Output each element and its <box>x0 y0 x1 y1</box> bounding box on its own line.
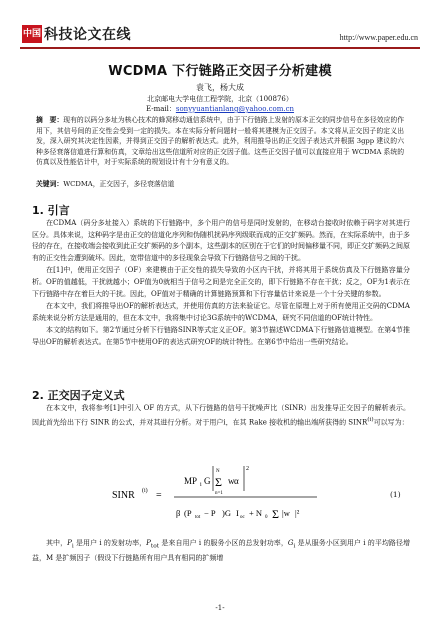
section-definition-body <box>32 403 410 429</box>
eq-den-beta: β <box>176 508 181 518</box>
eq-num-sub: i <box>200 482 202 488</box>
paper-authors: 袁飞，杨大成 <box>196 83 244 92</box>
page-number: -1- <box>215 604 225 612</box>
page-header <box>0 0 440 52</box>
definition-paragraph-2: 其中，$P_i$ 是用户 i 的发射功率，$P_{tot}$ 是来自用户 i 的服务小区的总发射功率，$G_i$ 是从服务小区到用户 i 的平均路径增益，M 是扩频因子（假设下行链路所有用户具有相同的扩频增 <box>32 539 410 562</box>
section-heading-definition: 2. 正交因子定义式 <box>32 389 125 402</box>
p2-c: 是从服务小区到用户 i 的平均路径增益，M 是扩频因子（假设下行链路所有用户具有相同的扩频增 <box>32 539 410 562</box>
definition-paragraph-1 <box>32 403 410 429</box>
definition-text-tail: 可以写为： <box>373 417 409 426</box>
eq-den-sq: |² <box>295 508 300 518</box>
keywords <box>36 178 404 188</box>
eq-den-oc: oc <box>240 515 245 520</box>
eq-den-w: |w <box>282 508 290 518</box>
email-label: E-mail： <box>145 105 176 113</box>
keywords-label: 关键词： <box>36 180 64 188</box>
equation-number: (1) <box>390 490 401 499</box>
paper-title: WCDMA 下行链路正交因子分析建模 <box>108 64 332 79</box>
intro-paragraph-3: 在本文中，我们将推导出OF的解析表达式，并使用仿真的方法来验证它。尽管在原理上对于所有使用正交码的CDMA系统来说分析方法是通用的，但在本文中，我将集中讨论3G系统中的WCDMA，研究不同信道的OF统计特性。 <box>32 302 410 322</box>
eq-sum-upper: N <box>216 469 220 474</box>
logo-mark-icon: 中国 <box>22 25 42 43</box>
p2-start: 其中， <box>46 539 68 547</box>
site-url[interactable]: http://www.paper.edu.cn <box>339 33 418 42</box>
keywords-text: WCDMA，正交因子，多径衰落信道 <box>63 180 175 188</box>
eq-den-p: (P <box>184 508 192 518</box>
sinr-equation <box>112 458 332 533</box>
eq-den-zero: 0 <box>265 515 268 520</box>
eq-num-coef: MP <box>184 476 198 486</box>
eq-lhs-sup: (i) <box>142 488 148 494</box>
eq-num-sq: 2 <box>246 466 249 472</box>
eq-den-n0: + N <box>249 508 263 518</box>
p2-a: 是用户 i 的发射功率， <box>76 539 147 547</box>
abstract-label: 摘 要： <box>36 116 64 124</box>
eq-den-minus: − P <box>204 508 216 518</box>
intro-paragraph-4: 本文的结构如下。第2节通过分析下行链路SINR等式定义正OF。第3节描述WCDMA下行链路信道模型。在第4节推导出OF的解析表达式。在第5节中使用OF的表达式研究OF的统计特性。在第6节中给出一些研究结论。 <box>32 326 410 346</box>
eq-equals: = <box>156 490 162 501</box>
section-intro-body <box>32 218 410 349</box>
abstract <box>36 115 404 168</box>
p2-b: 是来自用户 i 的服务小区的总发射功率， <box>161 539 288 547</box>
eq-den-sum: Σ <box>272 507 279 521</box>
sinr-sup: (i) <box>367 416 374 423</box>
eq-sum-sign: Σ <box>215 475 222 489</box>
eq-num-w: w <box>228 476 235 486</box>
eq-den-gi: )G <box>222 508 231 518</box>
site-logo[interactable] <box>22 24 131 44</box>
logo-text: 科技论文在线 <box>44 27 131 43</box>
definition-text: 在本文中，我将参考[1]中引入 OF 的方式，从下行链路的信号干扰噪声比（SINR）出发推导正交因子的解析表示。因此首先给出下行 SINR 的公式，并对其进行分析。对于用户i，在其 Rake 接收机的输出端所获得的 SINR <box>32 404 410 426</box>
eq-num-G: G <box>204 476 211 486</box>
eq-lhs: SINR <box>112 490 135 501</box>
intro-paragraph-1: 在CDMA（码分多址接入）系统的下行链路中，多个用户的信号是同时发射的，在移动台接收时依赖于码字对其进行区分。具体来说，这种码字是由正交的信道化序列和伪随机扰码序列级联而成的正交扩频码。然而，在实际系统中，由于多径的存在，在接收端会接收到此正交扩频码的多个副本，这些副本的区别在于它们的时间偏移量不同，即正交扩频码之间原有的正交性会遭到破坏。因此，宽带信道中的多径现象会导致下行链路信号之间的干扰。 <box>32 219 410 262</box>
intro-paragraph-2: 在[1]中，使用正交因子（OF）来建模由于正交性的损失导致的小区内干扰，并将其用于系统仿真及下行链路容量分析。OF的值越低，干扰就越小；OF值为0就相当于信号之间是完全正交的，即下行链路不存在干扰；反之，OF为1表示在下行链路中存在着巨大的干扰。因此，OF值对于精确的计算链路预算和下行容量估计来说是一个十分关键的参数。 <box>32 266 410 298</box>
abstract-text: 现有的以码分多址为核心技术的蜂窝移动通信系统中，由于下行链路上发射的原本正交的同步信号在多径效应的作用下，其信号间的正交性会受到一定的损失。本在实际分析问题时一般将其建模为正交因子。本文将从正交因子的定义出发，深入研究其决定性因素，并得到正交因子的解析表达式。此外，利用推导出的正交因子表达式并根据 3gpp 建议的六种多径衰落信道进行算和仿真，文章给出这些信道所对应的正交因子值。这些正交因子值可以直接应用于 WCDMA 系统的仿真以及性能估计中，对于实际系统的规划设计有十分有意义的。 <box>36 116 405 166</box>
eq-den-ioc: I <box>236 508 239 518</box>
email-link[interactable]: sonyyuantianlang@yahoo.com.cn <box>175 105 295 113</box>
section-heading-intro: 1. 引言 <box>32 204 70 217</box>
paper-affiliation: 北京邮电大学电信工程学院，北京（100876） <box>147 95 293 103</box>
eq-sum-lower: n=1 <box>215 491 223 496</box>
sinr-equation-graphic <box>112 458 332 533</box>
eq-num-alpha: α <box>234 476 239 486</box>
eq-den-ptot: tot <box>195 515 201 520</box>
header-divider <box>20 47 420 49</box>
paper-email-line <box>0 104 440 114</box>
